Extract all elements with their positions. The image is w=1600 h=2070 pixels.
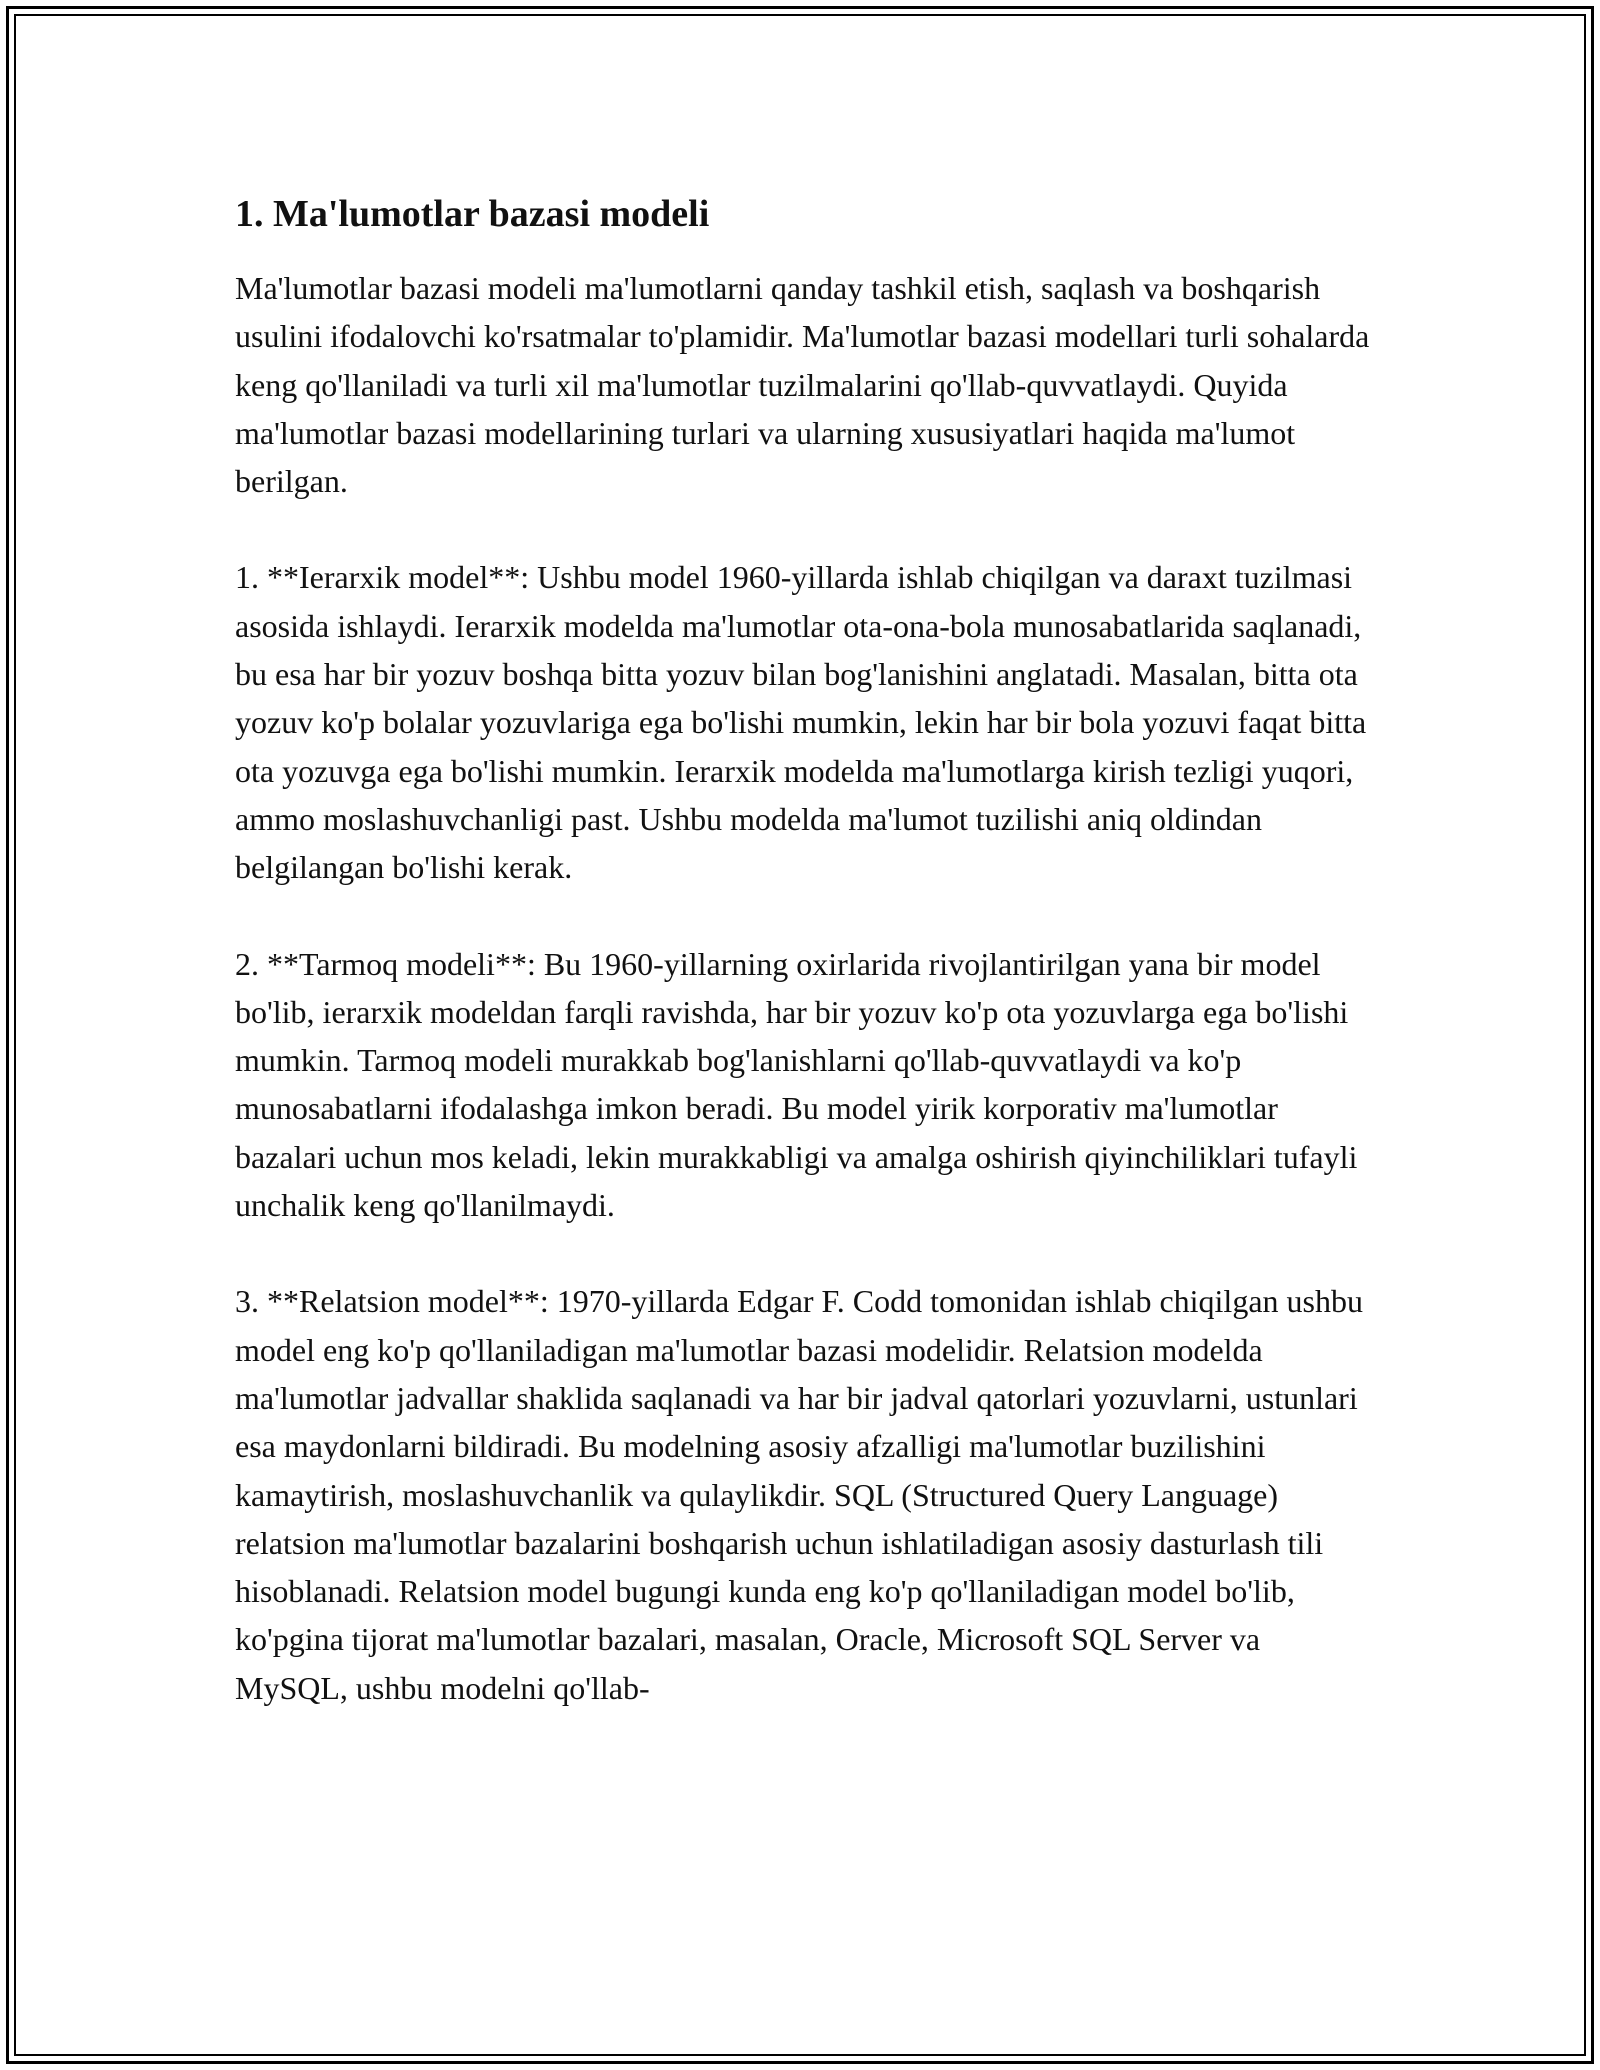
hierarchical-model-paragraph: 1. **Ierarxik model**: Ushbu model 1960-yillarda ishlab chiqilgan va daraxt tuzilmasi asosida ishlaydi. Ierarxik modelda ma'lumotlar ota-ona-bola munosabatlarida saqlanadi, bu esa har bir yozuv boshqa bitta yozuv bilan bog'lanishini anglatadi. Masalan, bitta ota yozuv ko'p bolalar yozuvlariga ega bo'lishi mumkin, lekin har bir bola yozuvi faqat bitta ota yozuvga ega bo'lishi mumkin. Ierarxik modelda ma'lumotlarga kirish tezligi yuqori, ammo moslashuvchanligi past. Ushbu modelda ma'lumot tuzilishi aniq oldindan belgilangan bo'lishi kerak. [235, 559, 1367, 886]
network-model-paragraph: 2. **Tarmoq modeli**: Bu 1960-yillarning oxirlarida rivojlantirilgan yana bir model bo'lib, ierarxik modeldan farqli ravishda, har bir yozuv ko'p ota yozuvlarga ega bo'lishi mumkin. Tarmoq modeli murakkab bog'lanishlarni qo'llab-quvvatlaydi va ko'p munosabatlarni ifodalashga imkon beradi. Bu model yirik korporativ ma'lumotlar bazalari uchun mos keladi, lekin murakkabligi va amalga oshirish qiyinchiliklari tufayli unchalik keng qo'llanilmaydi. [235, 945, 1358, 1224]
relational-model-paragraph: 3. **Relatsion model**: 1970-yillarda Edgar F. Codd tomonidan ishlab chiqilgan ushbu model eng ko'p qo'llaniladigan ma'lumotlar bazasi modelidir. Relatsion modelda ma'lumotlar jadvallar shaklida saqlanadi va har bir jadval qatorlari yozuvlarni, ustunlari esa maydonlarni bildiradi. Bu modelning asosiy afzalligi ma'lumotlar buzilishini kamaytirish, moslashuvchanlik va qulaylikdir. SQL (Structured Query Language) relatsion ma'lumotlar bazalarini boshqarish uchun ishlatiladigan asosiy dasturlash tili hisoblanadi. Relatsion model bugungi kunda eng ko'p qo'llaniladigan model bo'lib, ko'pgina tijorat ma'lumotlar bazalari, masalan, Oracle, Microsoft SQL Server va MySQL, ushbu modelni qo'llab- [235, 1283, 1363, 1706]
intro-paragraph: Ma'lumotlar bazasi modeli ma'lumotlarni qanday tashkil etish, saqlash va boshqarish usulini ifodalovchi ko'rsatmalar to'plamidir. Ma'lumotlar bazasi modellari turli sohalarda keng qo'llaniladi va turli xil ma'lumotlar tuzilmalarini qo'llab-quvvatlaydi. Quyida ma'lumotlar bazasi modellarining turlari va ularning xususiyatlari haqida ma'lumot berilgan. [235, 270, 1370, 500]
section-heading: 1. Ma'lumotlar bazasi modeli [235, 193, 710, 235]
document-body [235, 190, 1375, 1760]
